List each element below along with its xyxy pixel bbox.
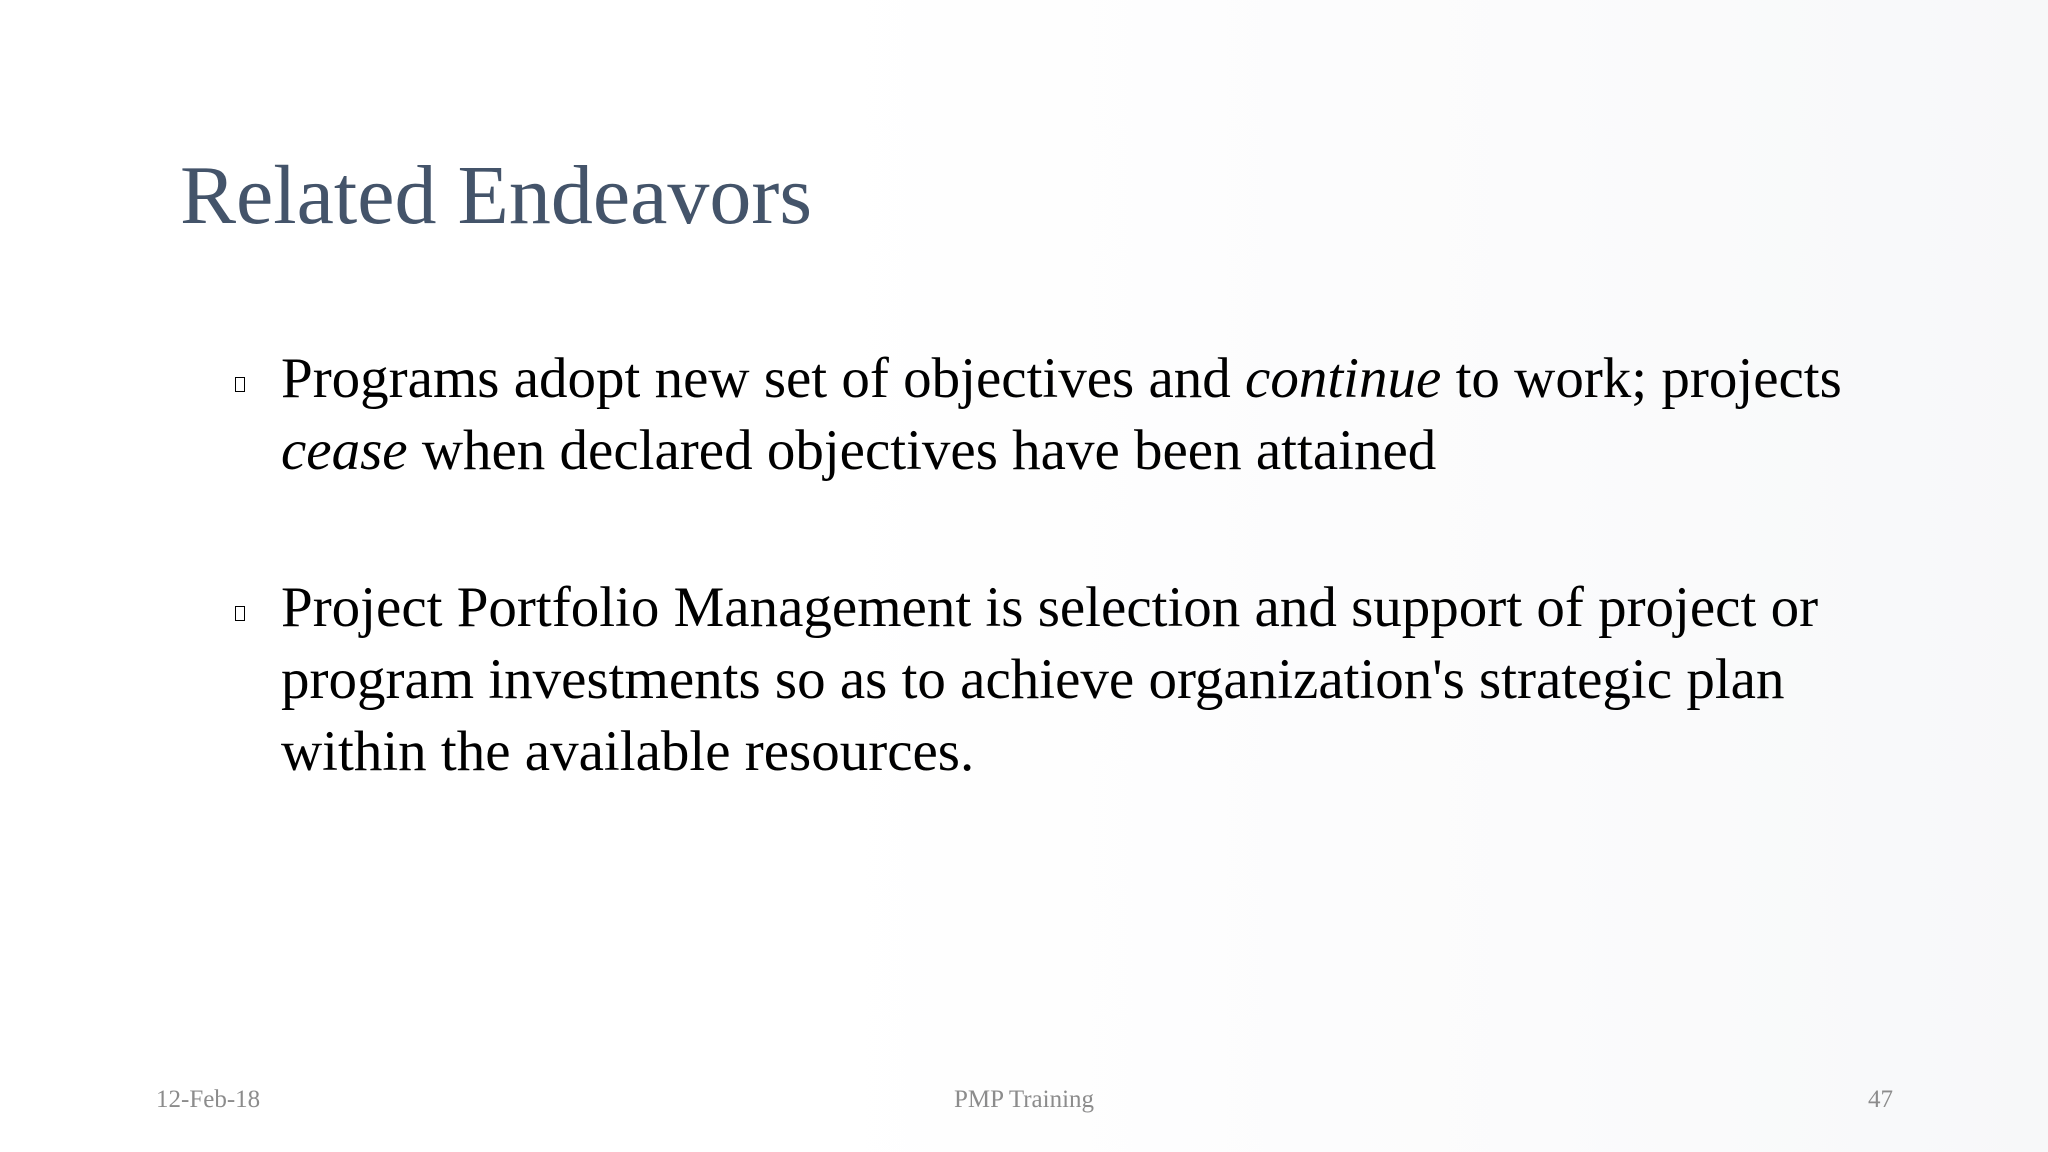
bullet-text: [281, 347, 1842, 482]
bullet-text-segment: Programs adopt new set of objectives and: [281, 347, 1246, 410]
bullet-item: [230, 343, 1910, 487]
bullet-list: [230, 343, 1910, 788]
slide-title: Related Endeavors: [180, 149, 813, 242]
bullet-text-segment: when declared objectives have been attained: [407, 419, 1437, 482]
bullet-item: [230, 572, 1910, 788]
page-number: 47: [1868, 1086, 1893, 1113]
bullet-text-segment: to work; projects: [1441, 347, 1842, 410]
square-bullet-icon: [235, 377, 245, 392]
bullet-text: Project Portfolio Management is selection and support of project or program investments so as to achieve organization's strategic plan within the available resources.: [281, 576, 1819, 783]
emphasis-continue: continue: [1245, 347, 1442, 410]
footer-title: PMP Training: [953, 1086, 1095, 1113]
footer-date: 12-Feb-18: [156, 1086, 261, 1113]
square-bullet-icon: [235, 606, 245, 621]
emphasis-cease: cease: [281, 419, 408, 482]
